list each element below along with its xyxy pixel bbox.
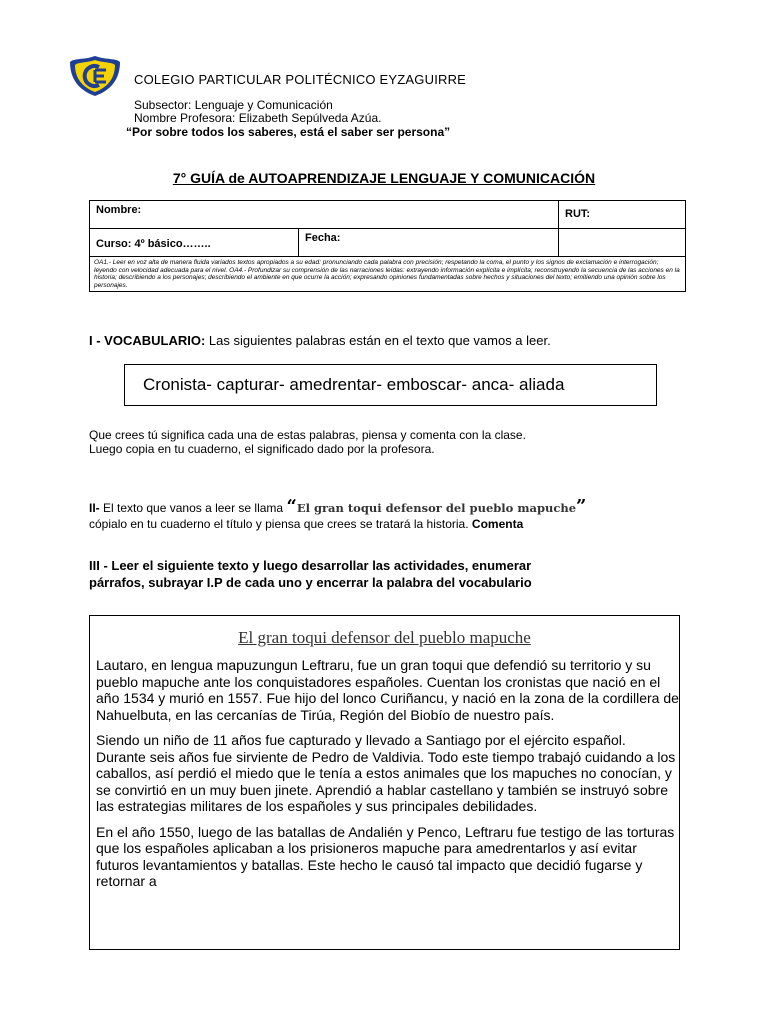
story-paragraph: Siendo un niño de 11 años fue capturado y llevado a Santiago por el ejército español. Durante seis años fue sirviente de Pedro de Valdivia. Todo este tiempo trabajó cuidando a los caballos, así perdió el miedo que le tenía a estos animales que los mapuches no conocían, y se convirtió en un muy buen jinete. Aprendió a hablar castellano y también se instruyó sobre las estrategias militares de los españoles y sus principales debilidades.: [96, 732, 676, 814]
school-motto: “Por sobre todos los saberes, está el saber ser persona”: [126, 125, 451, 139]
vocabulary-words-box: [124, 364, 657, 406]
section-three: [89, 557, 709, 591]
section-two-comment: Comenta: [471, 517, 524, 531]
section-two-instruction: cópialo en tu cuaderno el título y piensa que crees se tratará la historia.: [89, 517, 472, 531]
section-two-label: II-: [89, 501, 100, 515]
instruction-line-1: Que crees tú significa cada una de estas palabras, piensa y comenta con la clase.: [89, 428, 526, 442]
vocabulary-instructions: [89, 428, 689, 456]
vocabulary-intro: Las siguientes palabras están en el texto que vamos a leer.: [205, 333, 551, 348]
date-field[interactable]: Fecha:: [299, 229, 559, 257]
story-title: El gran toqui defensor del pueblo mapuche: [238, 628, 531, 647]
vocabulary-words: Cronista- capturar- amedrentar- emboscar- anca- aliada: [143, 375, 565, 394]
subsector-line: Subsector: Lenguaje y Comunicación: [134, 98, 333, 112]
course-field: Curso: 4º básico……..: [90, 229, 299, 257]
story-box: [89, 615, 680, 950]
section-three-line-1: III - Leer el siguiente texto y luego desarrollar las actividades, enumerar: [89, 558, 532, 573]
name-field[interactable]: Nombre:: [90, 201, 559, 229]
section-two-title: El gran toqui defensor del pueblo mapuche: [296, 501, 577, 515]
school-name: COLEGIO PARTICULAR POLITÉCNICO EYZAGUIRRE: [134, 72, 467, 87]
empty-cell: [559, 229, 686, 257]
section-three-line-2: párrafos, subrayar I.P de cada uno y encerrar la palabra del vocabulario: [89, 575, 532, 590]
header-info: [134, 99, 381, 125]
vocabulary-label: I - VOCABULARIO:: [89, 333, 206, 348]
story-paragraph: En el año 1550, luego de las batallas de Andalién y Penco, Leftraru fue testigo de las torturas que los españoles aplicaban a los prisioneros mapuche para amedrentarlos y así evitar futuros levantamientos y batallas. Este hecho le causó tal impacto que decidió fugarse y retornar a: [96, 823, 675, 889]
vocabulary-heading: [89, 333, 551, 348]
student-info-table: [89, 200, 686, 292]
open-quote: “: [286, 496, 297, 517]
guide-title: 7° GUÍA de AUTOAPRENDIZAJE LENGUAJE Y COMUNICACIÓN: [172, 170, 596, 186]
section-two-text: El texto que vanos a leer se llama: [99, 501, 287, 515]
rut-field[interactable]: RUT:: [559, 201, 686, 229]
instruction-line-2: Luego copia en tu cuaderno, el significado dado por la profesora.: [89, 442, 435, 456]
story-paragraph: Lautaro, en lengua mapuzungun Leftraru, fue un gran toqui que defendió su territorio y su pueblo mapuche ante los conquistadores españoles. Cuentan los cronistas que nació en el año 1534 y murió en 1557. Fue hijo del lonco Curiñancu, y nació en la zona de la cordillera de Nahuelbuta, en las cercanías de Tirúa, Región del Biobío de nuestro país.: [96, 657, 679, 723]
school-logo: [68, 54, 122, 98]
learning-objectives: OA1.- Leer en voz alta de manera fluida variados textos apropiados a su edad: pronunciando cada palabra con precisión; respetando la coma, el punto y los signos de exclamación e interrogación; leyendo con velocidad adecuada para el nivel. OA4.- Profundizar su comprensión de las narraciones leídas: extrayendo información explícita e implícita; reconstruyendo la secuencia de las acciones en la historia; describiendo a los personajes; describiendo el ambiente en que ocurre la acción; expresando opiniones fundamentadas sobre hechos y situaciones del texto; emitiendo una opinión sobre los personajes.: [90, 257, 686, 292]
teacher-line: Nombre Profesora: Elizabeth Sepúlveda Azúa.: [134, 111, 382, 125]
section-two: [89, 497, 729, 534]
section-two-line-2: [89, 515, 729, 534]
close-quote: ”: [576, 496, 587, 517]
